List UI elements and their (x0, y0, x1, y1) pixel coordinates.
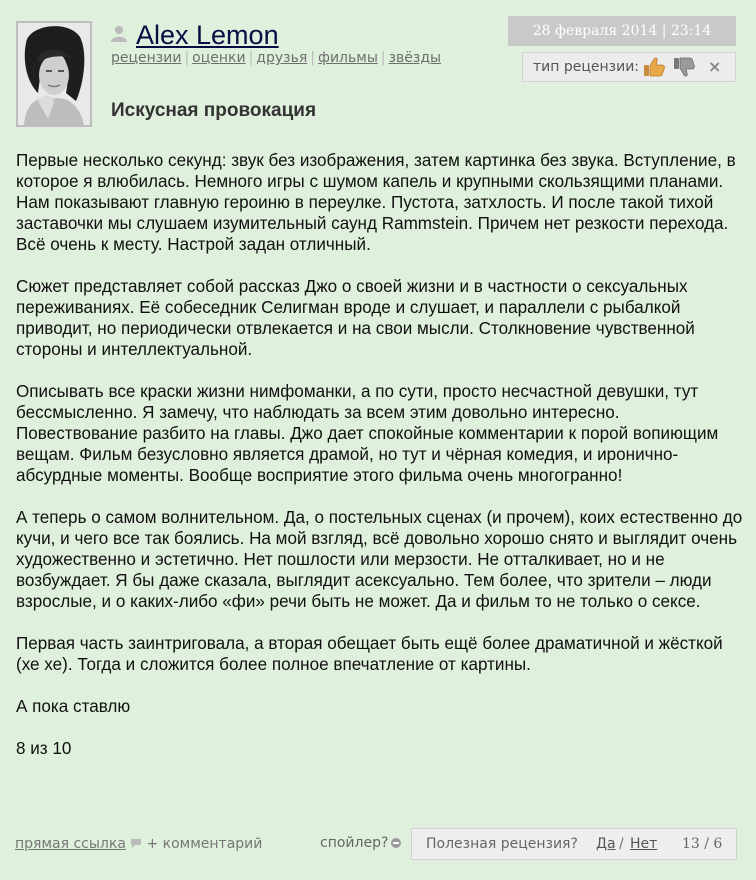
review-paragraph: А пока ставлю (16, 697, 131, 716)
author-name-link[interactable]: Alex Lemon (136, 20, 279, 50)
vote-no-link[interactable]: Нет (630, 836, 658, 852)
review-title: Искусная провокация (111, 100, 317, 121)
add-comment-link[interactable] (130, 836, 262, 852)
nav-films-link[interactable]: фильмы (317, 50, 378, 66)
spoiler-toggle[interactable] (320, 835, 401, 851)
thumbs-up-icon[interactable] (643, 57, 665, 77)
nav-friends-link[interactable]: друзья (256, 50, 308, 66)
author-nav: рецензии | оценки | друзья | фильмы | звёзды (111, 50, 442, 66)
review-type-panel (522, 52, 736, 82)
review-type-label: тип рецензии: (533, 59, 640, 75)
nav-reviews-link[interactable]: рецензии (111, 50, 182, 66)
useful-question: Полезная рецензия? (426, 836, 578, 852)
nav-ratings-link[interactable]: оценки (192, 50, 246, 66)
author-avatar[interactable] (16, 21, 92, 127)
thumbs-down-icon[interactable] (673, 57, 695, 77)
review-datetime: 28 февраля 2014 | 23:14 (508, 16, 736, 46)
add-comment-label: + комментарий (146, 836, 263, 852)
vote-yes-link[interactable]: Да (596, 836, 616, 852)
review-rating: 8 из 10 (16, 739, 72, 758)
useful-review-panel: Полезная рецензия? Да / Нет 13 / 6 (411, 828, 737, 860)
review-paragraph: Первые несколько секунд: звук без изображения, затем картинка без звука. Вступление, в которое я влюбилась. Немного игры с шумом капель и крупными скользящими планами. Нам показывают главную героиню в переулке. Пустота, затхлость. И после такой тихой заставочки мы слушаем изумительный саунд Rammstein. Причем нет резкости перехода. Всё очень к месту. Настрой задан отличный. (16, 151, 736, 254)
spoiler-icon (391, 838, 401, 848)
vote-count: 13 / 6 (682, 836, 723, 852)
close-icon[interactable]: × (708, 57, 722, 76)
permalink-link[interactable]: прямая ссылка (15, 836, 126, 852)
review-paragraph: А теперь о самом волнительном. Да, о постельных сценах (и прочем), коих естественно до кучи, и чего все так боялись. На мой взгляд, всё довольно хорошо снято и выглядит очень художественно и эстетично. Нет пошлости или мерзости. Не отталкивает, но и не возбуждает. Я бы даже сказала, выглядит асексуально. Тем более, что зрители – люди взрослые, и о каких-либо «фи» речи быть не может. Да и фильм то не только о сексе. (16, 508, 743, 611)
review-paragraph: Описывать все краски жизни нимфоманки, а по сути, просто несчастной девушки, тут бессмысленно. Я замечу, что наблюдать за всем этим довольно интересно. Повествование разбито на главы. Джо дает спокойные комментарии к порой вопиющим вещам. Фильм безусловно является драмой, но тут и чёрная комедия, и иронично-абсурдные моменты. Вообще восприятие этого фильма очень многогранно! (16, 382, 719, 485)
review-footer (0, 828, 756, 862)
review-body (16, 150, 744, 780)
comment-icon (130, 838, 142, 849)
nav-stars-link[interactable]: звёзды (388, 50, 442, 66)
review-paragraph: Сюжет представляет собой рассказ Джо о своей жизни и в частности о сексуальных переживаниях. Её собеседник Селигман вроде и слушает, и параллели с рыбалкой приводит, но периодически отвлекается и на свои мысли. Столкновение чувственной стороны и интеллектуальной. (16, 277, 695, 359)
user-icon (110, 25, 128, 47)
review-paragraph: Первая часть заинтриговала, а вторая обещает быть ещё более драматичной и жёсткой (хе хе). Тогда и сложится более полное впечатление от картины. (16, 634, 723, 674)
spoiler-label: спойлер? (320, 835, 389, 851)
